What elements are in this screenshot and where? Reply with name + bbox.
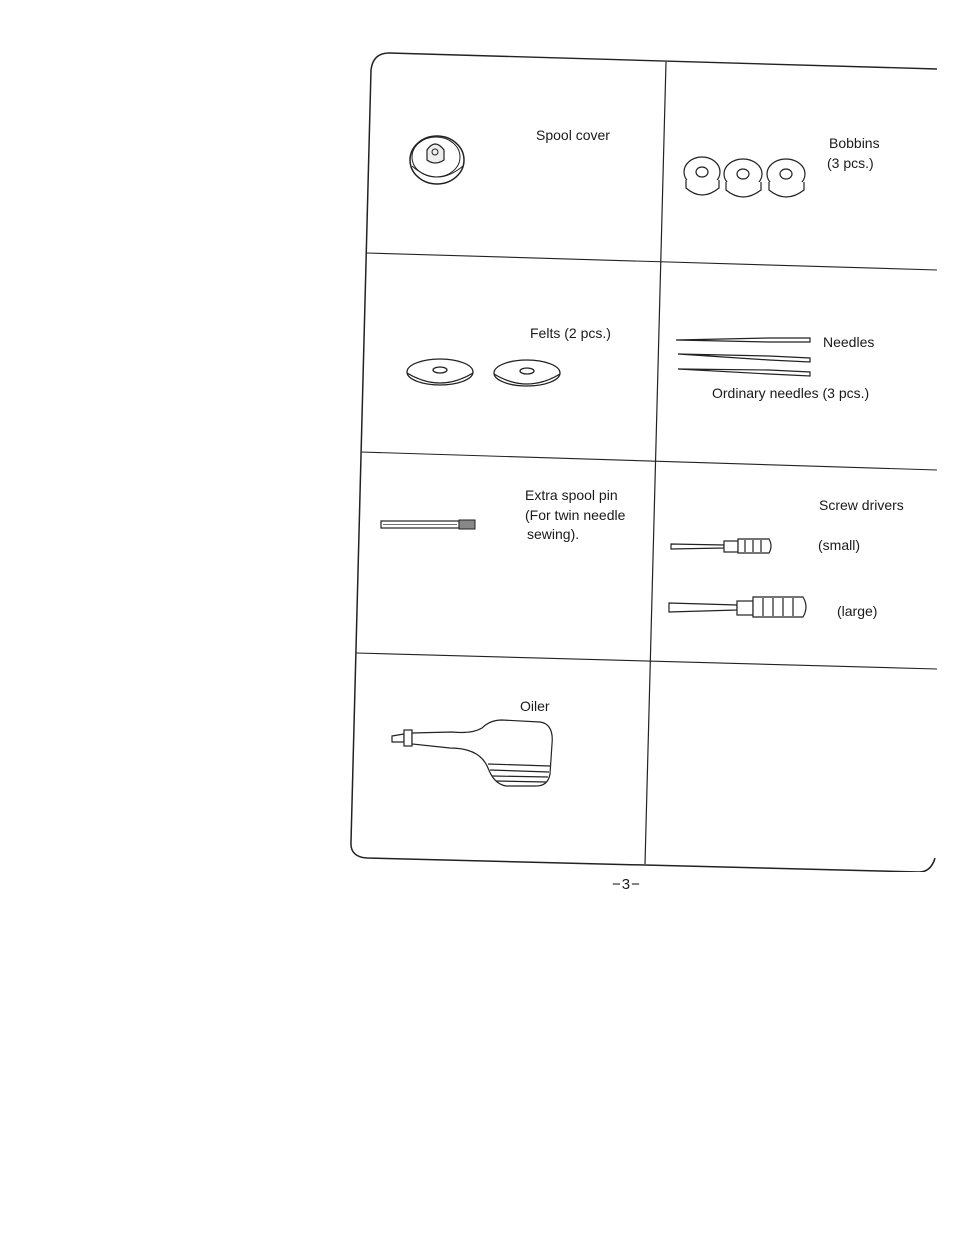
spool-pin-line1: Extra spool pin bbox=[525, 487, 618, 503]
cell-screwdrivers bbox=[659, 472, 937, 652]
cell-spool-pin bbox=[369, 467, 649, 647]
accessories-table bbox=[349, 52, 939, 872]
spool-pin-line3: sewing). bbox=[527, 526, 580, 542]
spool-pin-icon bbox=[379, 517, 479, 533]
bobbin-icon bbox=[681, 154, 811, 206]
screwdriver-large-label: (large) bbox=[837, 603, 878, 619]
bobbins-qty: (3 pcs.) bbox=[827, 155, 874, 171]
page-number: −3− bbox=[612, 876, 641, 893]
screwdriver-small-label: (small) bbox=[818, 537, 860, 553]
needle-icon bbox=[674, 332, 814, 382]
bobbins-label: Bobbins bbox=[829, 135, 880, 151]
cell-spool-cover bbox=[389, 72, 659, 252]
felt-icon bbox=[405, 355, 565, 395]
oiler-icon bbox=[390, 714, 556, 790]
screwdriver-small-icon bbox=[669, 536, 774, 556]
spool-cover-icon bbox=[407, 130, 471, 186]
felts-label: Felts (2 pcs.) bbox=[530, 325, 611, 341]
screwdriver-large-icon bbox=[667, 594, 812, 620]
spool-cover-label: Spool cover bbox=[536, 127, 610, 143]
oiler-label: Oiler bbox=[520, 698, 550, 714]
cell-felts bbox=[379, 267, 659, 447]
cell-empty bbox=[649, 672, 937, 862]
cell-needles bbox=[664, 272, 937, 452]
needles-label: Needles bbox=[823, 334, 875, 350]
cell-oiler bbox=[364, 672, 649, 862]
needles-sub: Ordinary needles (3 pcs.) bbox=[712, 385, 870, 401]
cell-bobbins bbox=[669, 82, 937, 262]
screwdrivers-label: Screw drivers bbox=[819, 497, 904, 513]
spool-pin-line2: (For twin needle bbox=[525, 507, 626, 523]
